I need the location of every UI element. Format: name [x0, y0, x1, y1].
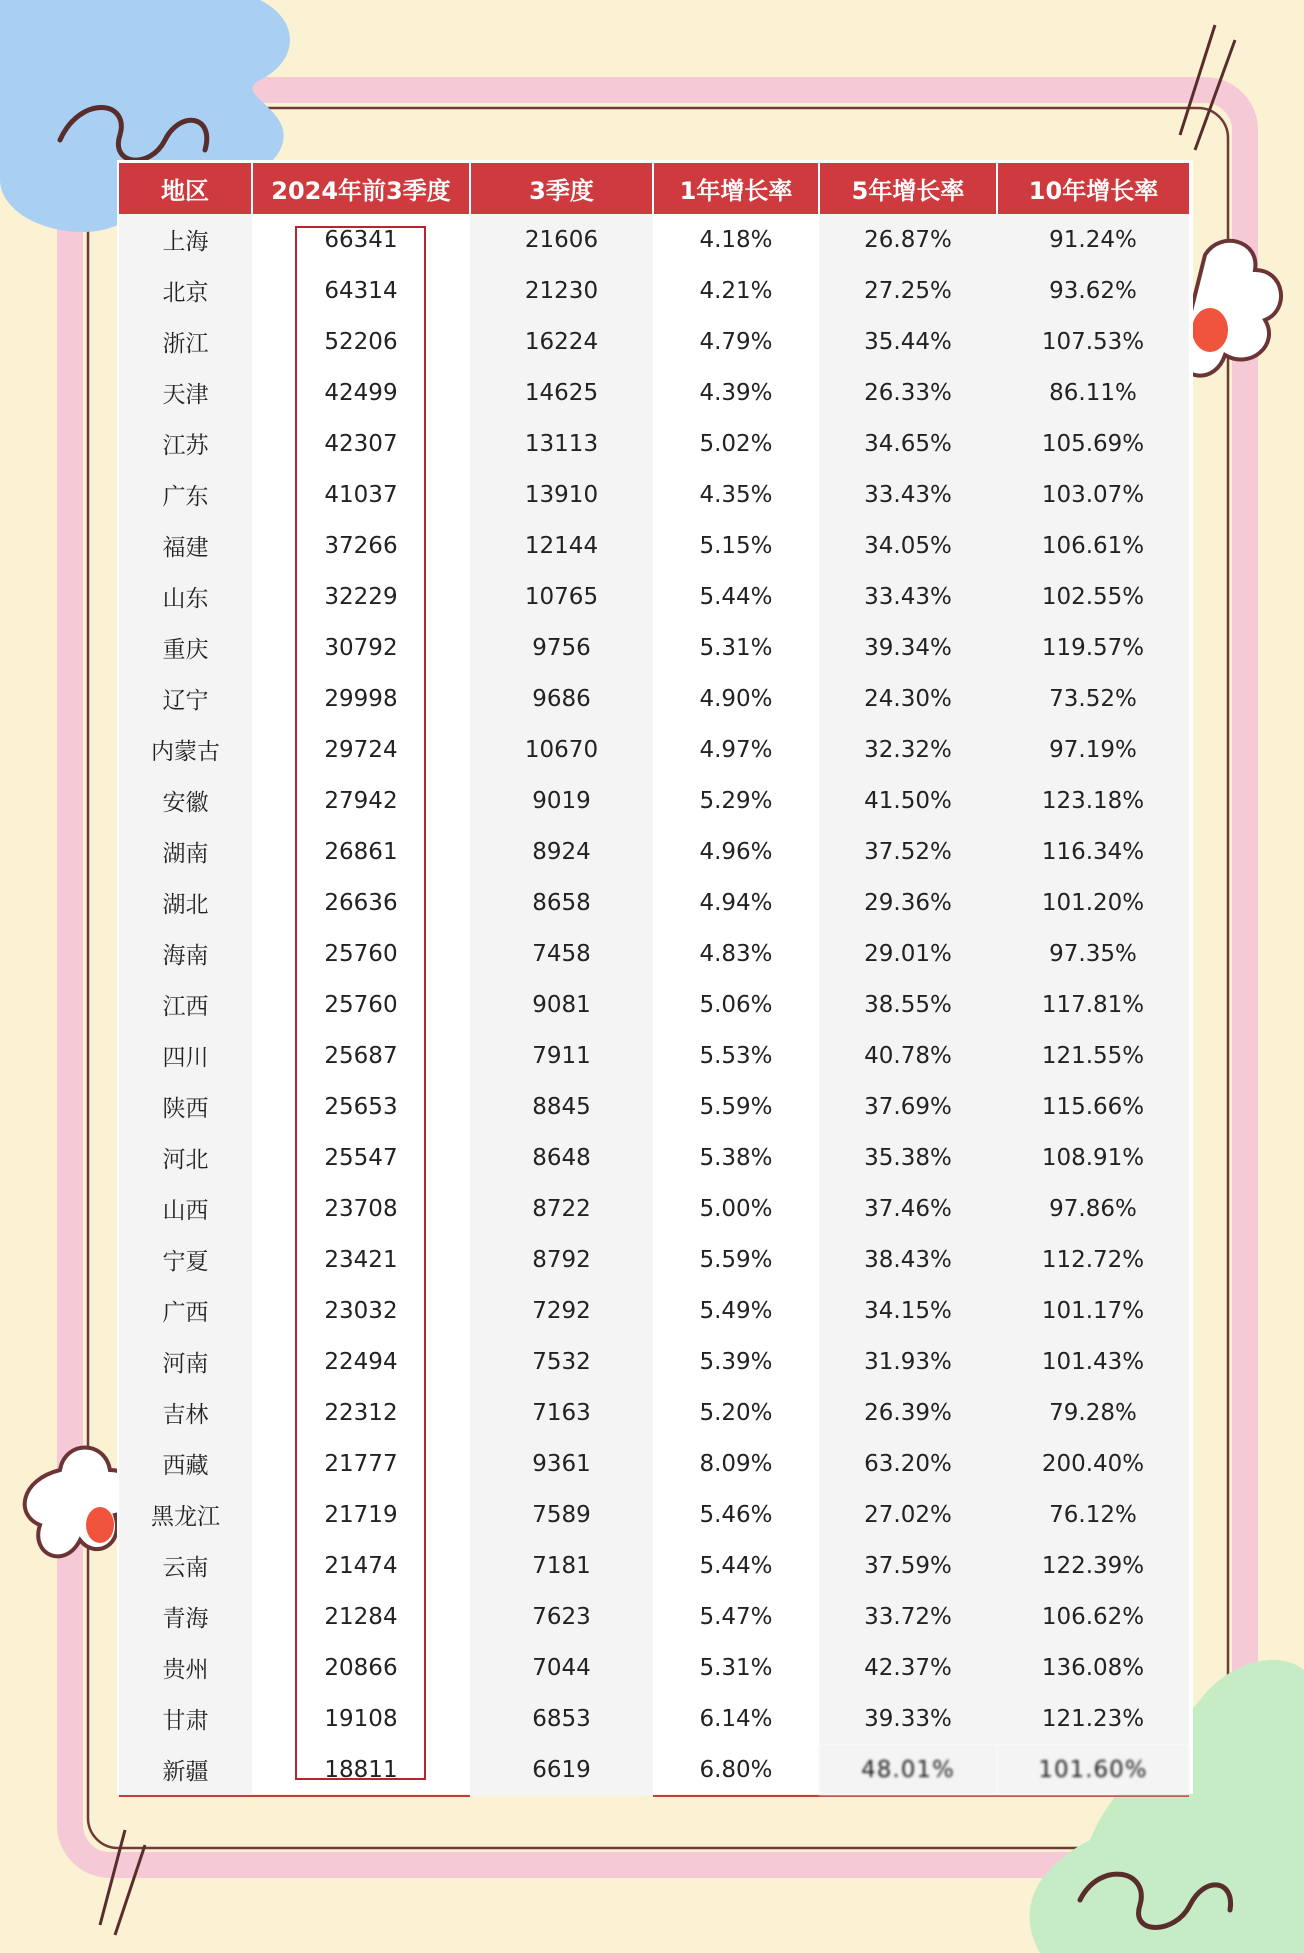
header-region: 地区 [119, 163, 252, 214]
table-row [119, 775, 1189, 826]
table-row [119, 1285, 1189, 1336]
table-row [119, 1387, 1189, 1438]
cell-q1-q3-2024: 42307 [324, 430, 398, 457]
cell-region: 云南 [119, 1540, 252, 1591]
cell-growth-10yr: 117.81% [997, 979, 1189, 1030]
cell-q3: 9756 [470, 622, 653, 673]
cell-growth-1yr: 5.15% [699, 532, 773, 559]
cell-growth-1yr: 4.21% [699, 277, 773, 304]
cell-growth-1yr: 4.90% [699, 685, 773, 712]
cell-growth-10yr: 73.52% [997, 673, 1189, 724]
cell-q1-q3-2024: 42499 [324, 379, 398, 406]
cell-growth-1yr: 5.20% [699, 1399, 773, 1426]
cell-q1-q3-2024: 27942 [324, 787, 398, 814]
cell-q1-q3-2024: 66341 [324, 226, 398, 253]
cell-growth-1yr: 8.09% [699, 1450, 773, 1477]
cell-q1-q3-2024: 25760 [324, 940, 398, 967]
cell-growth-5yr: 63.20% [819, 1438, 997, 1489]
cell-growth-1yr: 4.96% [699, 838, 773, 865]
table-row [119, 1081, 1189, 1132]
cell-q1-q3-2024: 26636 [324, 889, 398, 916]
cell-growth-10yr: 136.08% [997, 1642, 1189, 1693]
cell-q1-q3-2024: 25687 [324, 1042, 398, 1069]
cell-growth-10yr: 101.60% [997, 1744, 1189, 1796]
cell-growth-10yr: 122.39% [997, 1540, 1189, 1591]
cell-q1-q3-2024: 19108 [324, 1705, 398, 1732]
flower-right-decoration [1180, 241, 1281, 376]
cell-q1-q3-2024: 25547 [324, 1144, 398, 1171]
cell-growth-1yr: 5.44% [699, 1552, 773, 1579]
cell-growth-10yr: 200.40% [997, 1438, 1189, 1489]
table-row [119, 1132, 1189, 1183]
cell-growth-5yr: 34.15% [819, 1285, 997, 1336]
table-row [119, 214, 1189, 265]
cell-q3: 8924 [470, 826, 653, 877]
table-row [119, 418, 1189, 469]
cell-q1-q3-2024: 25760 [324, 991, 398, 1018]
cell-growth-1yr: 5.44% [699, 583, 773, 610]
cell-q1-q3-2024: 21284 [324, 1603, 398, 1630]
cell-region: 山西 [119, 1183, 252, 1234]
table-row [119, 1540, 1189, 1591]
cell-q1-q3-2024: 23032 [324, 1297, 398, 1324]
table-row [119, 1693, 1189, 1744]
cell-growth-10yr: 108.91% [997, 1132, 1189, 1183]
cell-q3: 8845 [470, 1081, 653, 1132]
cell-growth-5yr: 33.72% [819, 1591, 997, 1642]
cell-q1-q3-2024: 21719 [324, 1501, 398, 1528]
cell-q3: 21230 [470, 265, 653, 316]
cell-q1-q3-2024: 22494 [324, 1348, 398, 1375]
cell-growth-5yr: 39.33% [819, 1693, 997, 1744]
cell-growth-1yr: 5.31% [699, 634, 773, 661]
cell-q1-q3-2024: 21474 [324, 1552, 398, 1579]
cell-q3: 10765 [470, 571, 653, 622]
table-row [119, 979, 1189, 1030]
cell-q3: 21606 [470, 214, 653, 265]
cell-growth-1yr: 4.97% [699, 736, 773, 763]
cell-q1-q3-2024: 29724 [324, 736, 398, 763]
cell-region: 黑龙江 [119, 1489, 252, 1540]
cell-region: 重庆 [119, 622, 252, 673]
cell-region: 山东 [119, 571, 252, 622]
cell-growth-1yr: 6.80% [653, 1744, 819, 1796]
cell-q3: 7292 [470, 1285, 653, 1336]
cell-region: 上海 [119, 214, 252, 265]
cell-q3: 7458 [470, 928, 653, 979]
cell-growth-5yr: 35.38% [819, 1132, 997, 1183]
cell-region: 广东 [119, 469, 252, 520]
header-q1-q3-2024: 2024年前3季度 [252, 163, 470, 214]
cell-region: 湖南 [119, 826, 252, 877]
table-row [119, 1591, 1189, 1642]
cell-growth-5yr: 26.87% [819, 214, 997, 265]
cell-growth-5yr: 34.65% [819, 418, 997, 469]
cell-region: 湖北 [119, 877, 252, 928]
cell-q3: 8658 [470, 877, 653, 928]
cell-growth-5yr: 38.55% [819, 979, 997, 1030]
cell-q1-q3-2024: 37266 [324, 532, 398, 559]
cell-growth-1yr: 5.53% [699, 1042, 773, 1069]
cell-growth-1yr: 4.39% [699, 379, 773, 406]
cell-region: 宁夏 [119, 1234, 252, 1285]
cell-q3: 8648 [470, 1132, 653, 1183]
cell-growth-5yr: 38.43% [819, 1234, 997, 1285]
cell-growth-1yr: 5.02% [699, 430, 773, 457]
cell-growth-5yr: 29.01% [819, 928, 997, 979]
cell-q3: 9686 [470, 673, 653, 724]
table-row [119, 673, 1189, 724]
cell-growth-5yr: 24.30% [819, 673, 997, 724]
table-row [119, 622, 1189, 673]
cell-growth-5yr: 34.05% [819, 520, 997, 571]
cell-q3: 16224 [470, 316, 653, 367]
cell-growth-5yr: 37.69% [819, 1081, 997, 1132]
table-header-row [119, 163, 1189, 214]
cell-region: 内蒙古 [119, 724, 252, 775]
cell-region: 河南 [119, 1336, 252, 1387]
cell-growth-10yr: 97.35% [997, 928, 1189, 979]
cell-growth-5yr: 29.36% [819, 877, 997, 928]
cell-q1-q3-2024: 18811 [252, 1744, 470, 1796]
cell-growth-10yr: 121.23% [997, 1693, 1189, 1744]
cell-growth-1yr: 5.46% [699, 1501, 773, 1528]
table-row [119, 1030, 1189, 1081]
table-row [119, 1438, 1189, 1489]
cell-region: 甘肃 [119, 1693, 252, 1744]
cell-growth-1yr: 5.06% [699, 991, 773, 1018]
table-row [119, 1183, 1189, 1234]
cell-q3: 10670 [470, 724, 653, 775]
cell-q3: 9361 [470, 1438, 653, 1489]
cell-growth-10yr: 101.17% [997, 1285, 1189, 1336]
cell-q1-q3-2024: 23421 [324, 1246, 398, 1273]
cell-growth-10yr: 105.69% [997, 418, 1189, 469]
cell-q1-q3-2024: 25653 [324, 1093, 398, 1120]
cell-region: 海南 [119, 928, 252, 979]
table-row [119, 571, 1189, 622]
cell-growth-1yr: 5.31% [699, 1654, 773, 1681]
cell-region: 福建 [119, 520, 252, 571]
cell-growth-5yr: 26.33% [819, 367, 997, 418]
cell-growth-1yr: 5.38% [699, 1144, 773, 1171]
cell-growth-1yr: 4.79% [699, 328, 773, 355]
cell-growth-10yr: 76.12% [997, 1489, 1189, 1540]
cell-q1-q3-2024: 64314 [324, 277, 398, 304]
cell-q3: 7181 [470, 1540, 653, 1591]
cell-growth-5yr: 27.25% [819, 265, 997, 316]
cell-growth-10yr: 97.86% [997, 1183, 1189, 1234]
cell-growth-10yr: 106.62% [997, 1591, 1189, 1642]
cell-q3: 8722 [470, 1183, 653, 1234]
cell-growth-1yr: 5.47% [699, 1603, 773, 1630]
cell-growth-1yr: 5.59% [699, 1246, 773, 1273]
cell-q1-q3-2024: 23708 [324, 1195, 398, 1222]
cell-growth-5yr: 33.43% [819, 571, 997, 622]
table-row [119, 469, 1189, 520]
cell-q3: 7044 [470, 1642, 653, 1693]
cell-q1-q3-2024: 22312 [324, 1399, 398, 1426]
cell-region: 陕西 [119, 1081, 252, 1132]
table-row [119, 367, 1189, 418]
cell-growth-5yr: 37.52% [819, 826, 997, 877]
cell-growth-10yr: 112.72% [997, 1234, 1189, 1285]
cell-growth-10yr: 103.07% [997, 469, 1189, 520]
cell-growth-1yr: 4.94% [699, 889, 773, 916]
cell-region: 西藏 [119, 1438, 252, 1489]
cell-region: 新疆 [119, 1744, 252, 1796]
table-row [119, 265, 1189, 316]
cell-region: 四川 [119, 1030, 252, 1081]
cell-growth-10yr: 115.66% [997, 1081, 1189, 1132]
cell-growth-1yr: 5.29% [699, 787, 773, 814]
cell-q3: 7532 [470, 1336, 653, 1387]
cell-growth-5yr: 26.39% [819, 1387, 997, 1438]
cell-q3: 13910 [470, 469, 653, 520]
header-q3: 3季度 [470, 163, 653, 214]
cell-growth-10yr: 97.19% [997, 724, 1189, 775]
cell-growth-10yr: 123.18% [997, 775, 1189, 826]
table-row [119, 1336, 1189, 1387]
cell-growth-5yr: 31.93% [819, 1336, 997, 1387]
cell-region: 吉林 [119, 1387, 252, 1438]
cell-region: 辽宁 [119, 673, 252, 724]
cell-growth-10yr: 121.55% [997, 1030, 1189, 1081]
table-row [119, 520, 1189, 571]
table-row [119, 1489, 1189, 1540]
cell-growth-10yr: 91.24% [997, 214, 1189, 265]
cell-growth-10yr: 93.62% [997, 265, 1189, 316]
cell-q1-q3-2024: 20866 [324, 1654, 398, 1681]
cell-growth-5yr: 40.78% [819, 1030, 997, 1081]
cell-region: 安徽 [119, 775, 252, 826]
cell-region: 北京 [119, 265, 252, 316]
cell-region: 江西 [119, 979, 252, 1030]
cell-q3: 8792 [470, 1234, 653, 1285]
cell-q1-q3-2024: 21777 [324, 1450, 398, 1477]
cell-q3: 9081 [470, 979, 653, 1030]
cell-growth-5yr: 48.01% [819, 1744, 997, 1796]
cell-growth-10yr: 102.55% [997, 571, 1189, 622]
cell-growth-1yr: 4.18% [699, 226, 773, 253]
table-row [119, 724, 1189, 775]
cell-q1-q3-2024: 41037 [324, 481, 398, 508]
table-row [119, 826, 1189, 877]
cell-q1-q3-2024: 52206 [324, 328, 398, 355]
table-row [119, 316, 1189, 367]
cell-growth-10yr: 101.43% [997, 1336, 1189, 1387]
cell-growth-1yr: 4.35% [699, 481, 773, 508]
cell-growth-10yr: 119.57% [997, 622, 1189, 673]
cell-growth-5yr: 42.37% [819, 1642, 997, 1693]
cell-region: 天津 [119, 367, 252, 418]
cell-growth-5yr: 41.50% [819, 775, 997, 826]
cell-q1-q3-2024: 26861 [324, 838, 398, 865]
cell-growth-10yr: 101.20% [997, 877, 1189, 928]
cell-q1-q3-2024: 30792 [324, 634, 398, 661]
cell-region: 浙江 [119, 316, 252, 367]
cell-growth-5yr: 27.02% [819, 1489, 997, 1540]
cell-growth-10yr: 107.53% [997, 316, 1189, 367]
cell-region: 广西 [119, 1285, 252, 1336]
cell-q3: 7589 [470, 1489, 653, 1540]
table-row [119, 1744, 1189, 1796]
cell-q3: 7623 [470, 1591, 653, 1642]
cell-growth-1yr: 5.00% [699, 1195, 773, 1222]
cell-q3: 13113 [470, 418, 653, 469]
cell-region: 青海 [119, 1591, 252, 1642]
cell-q3: 14625 [470, 367, 653, 418]
table-row [119, 1642, 1189, 1693]
cell-growth-10yr: 79.28% [997, 1387, 1189, 1438]
cell-growth-1yr: 5.39% [699, 1348, 773, 1375]
cell-growth-5yr: 37.46% [819, 1183, 997, 1234]
header-growth-1yr: 1年增长率 [653, 163, 819, 214]
cell-growth-5yr: 33.43% [819, 469, 997, 520]
cell-growth-5yr: 37.59% [819, 1540, 997, 1591]
income-table [119, 163, 1189, 1797]
cell-growth-5yr: 35.44% [819, 316, 997, 367]
cell-growth-1yr: 5.49% [699, 1297, 773, 1324]
cell-q3: 12144 [470, 520, 653, 571]
cell-growth-1yr: 5.59% [699, 1093, 773, 1120]
table-row [119, 877, 1189, 928]
cell-q3: 7163 [470, 1387, 653, 1438]
table-row [119, 928, 1189, 979]
header-growth-10yr: 10年增长率 [997, 163, 1189, 214]
cell-q1-q3-2024: 32229 [324, 583, 398, 610]
table-row [119, 1234, 1189, 1285]
cell-q3: 6619 [470, 1744, 653, 1796]
cell-q3: 6853 [470, 1693, 653, 1744]
cell-q3: 9019 [470, 775, 653, 826]
cell-region: 贵州 [119, 1642, 252, 1693]
cell-growth-10yr: 86.11% [997, 367, 1189, 418]
cell-growth-5yr: 39.34% [819, 622, 997, 673]
cell-growth-5yr: 32.32% [819, 724, 997, 775]
cell-growth-10yr: 116.34% [997, 826, 1189, 877]
cell-q1-q3-2024: 29998 [324, 685, 398, 712]
cell-region: 江苏 [119, 418, 252, 469]
cell-growth-10yr: 106.61% [997, 520, 1189, 571]
cell-growth-1yr: 6.14% [699, 1705, 773, 1732]
cell-region: 河北 [119, 1132, 252, 1183]
cell-growth-1yr: 4.83% [699, 940, 773, 967]
header-growth-5yr: 5年增长率 [819, 163, 997, 214]
cell-q3: 7911 [470, 1030, 653, 1081]
